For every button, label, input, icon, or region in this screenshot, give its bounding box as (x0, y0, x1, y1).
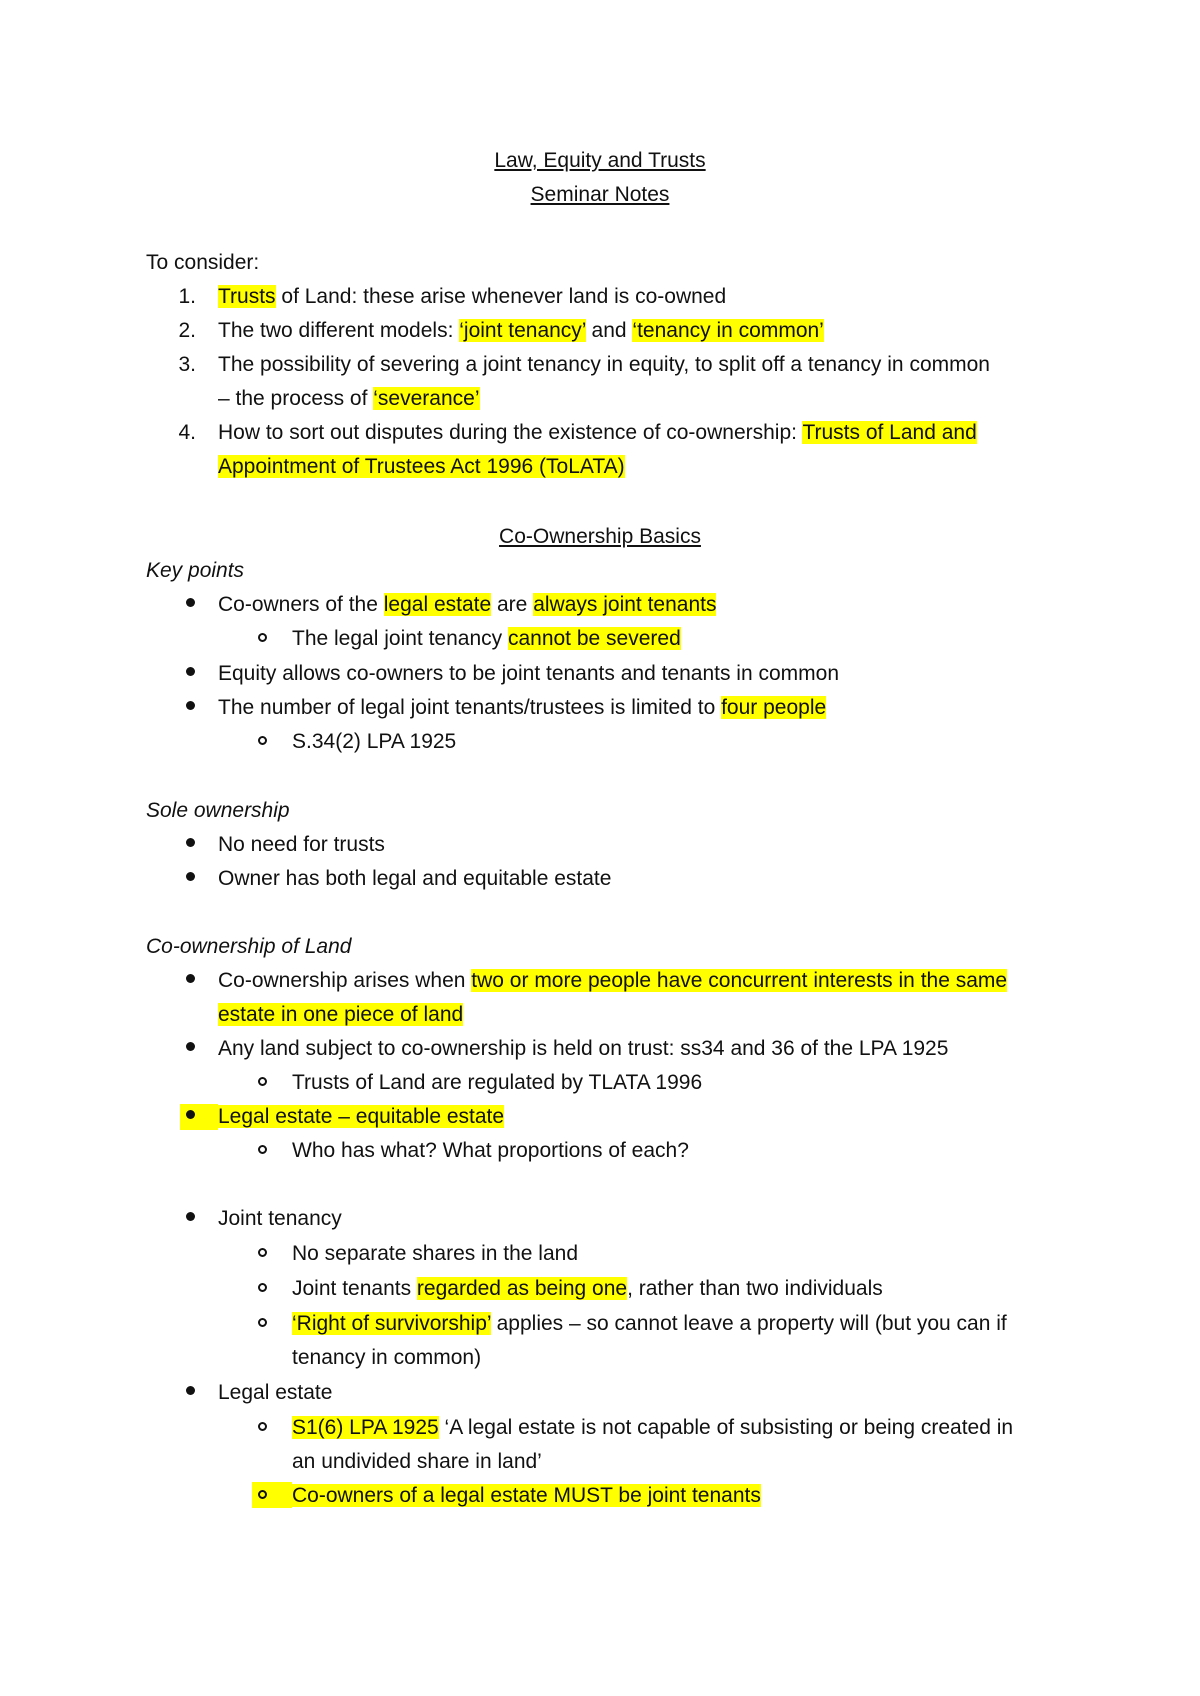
sub-bullet-item: S.34(2) LPA 1925 (292, 730, 457, 753)
sub-bullet-icon (258, 1422, 267, 1431)
document-subtitle: Seminar Notes (530, 183, 670, 206)
list-item: The two different models: ‘joint tenancy’ and ‘tenancy in common’ (218, 319, 824, 342)
sub-bullet-icon (258, 1283, 267, 1292)
sub-bullet-item: The legal joint tenancy cannot be severed (292, 627, 681, 650)
sole-ownership-label: Sole ownership (146, 799, 290, 822)
list-item: Trusts of Land: these arise whenever land is co-owned (218, 285, 727, 308)
co-ownership-label: Co-ownership of Land (146, 935, 352, 958)
sub-bullet-item-continuation: tenancy in common) (292, 1346, 482, 1369)
sub-bullet-icon (258, 1077, 267, 1086)
bullet-icon (186, 701, 195, 710)
bullet-item: No need for trusts (218, 833, 385, 856)
sub-bullet-item: ‘Right of survivorship’ applies – so cannot leave a property will (but you can if (292, 1312, 1007, 1335)
sub-bullet-item: Who has what? What proportions of each? (292, 1139, 689, 1162)
bullet-icon (186, 1212, 195, 1221)
bullet-icon (186, 872, 195, 881)
list-number: 2. (178, 319, 196, 342)
sub-bullet-item: Joint tenants regarded as being one, rather than two individuals (292, 1277, 883, 1300)
sub-bullet-item-continuation: an undivided share in land’ (292, 1450, 542, 1473)
bullet-item: Joint tenancy (218, 1207, 342, 1230)
sub-bullet-icon (258, 736, 267, 745)
sub-bullet-icon (258, 1490, 267, 1499)
bullet-highlight (180, 1104, 218, 1130)
key-points-label: Key points (146, 559, 245, 582)
bullet-icon (186, 974, 195, 983)
bullet-item: Co-owners of the legal estate are always joint tenants (218, 593, 717, 616)
list-item-continuation: Appointment of Trustees Act 1996 (ToLATA) (218, 455, 625, 478)
list-item: How to sort out disputes during the existence of co-ownership: Trusts of Land and (218, 421, 977, 444)
sub-bullet-item: Trusts of Land are regulated by TLATA 1996 (292, 1071, 703, 1094)
bullet-item: Equity allows co-owners to be joint tenants and tenants in common (218, 662, 840, 685)
bullet-icon (186, 598, 195, 607)
sub-bullet-icon (258, 1248, 267, 1257)
bullet-icon (186, 1042, 195, 1051)
bullet-item: Legal estate (218, 1381, 333, 1404)
sub-bullet-icon (258, 1145, 267, 1154)
bullet-item: Owner has both legal and equitable estate (218, 867, 612, 890)
list-item-continuation: – the process of ‘severance’ (218, 387, 480, 410)
bullet-item: Legal estate – equitable estate (218, 1105, 505, 1128)
list-number: 4. (178, 421, 196, 444)
document-title: Law, Equity and Trusts (494, 149, 706, 172)
sub-bullet-icon (258, 633, 267, 642)
bullet-item: Any land subject to co-ownership is held on trust: ss34 and 36 of the LPA 1925 (218, 1037, 949, 1060)
bullet-icon (186, 667, 195, 676)
bullet-item-continuation: estate in one piece of land (218, 1003, 464, 1026)
bullet-item: The number of legal joint tenants/trustees is limited to four people (218, 696, 827, 719)
list-number: 1. (178, 285, 196, 308)
bullet-item: Co-ownership arises when two or more people have concurrent interests in the same (218, 969, 1008, 992)
consider-label: To consider: (146, 251, 260, 274)
bullet-icon (186, 1110, 195, 1119)
sub-bullet-item: Co-owners of a legal estate MUST be joint tenants (292, 1484, 761, 1507)
sub-bullet-icon (258, 1318, 267, 1327)
section-heading: Co-Ownership Basics (499, 525, 701, 548)
sub-bullet-item: S1(6) LPA 1925 ‘A legal estate is not capable of subsisting or being created in (292, 1416, 1014, 1439)
list-item: The possibility of severing a joint tenancy in equity, to split off a tenancy in common (218, 353, 990, 376)
sub-bullet-item: No separate shares in the land (292, 1242, 579, 1265)
bullet-icon (186, 838, 195, 847)
bullet-icon (186, 1386, 195, 1395)
list-number: 3. (178, 353, 196, 376)
